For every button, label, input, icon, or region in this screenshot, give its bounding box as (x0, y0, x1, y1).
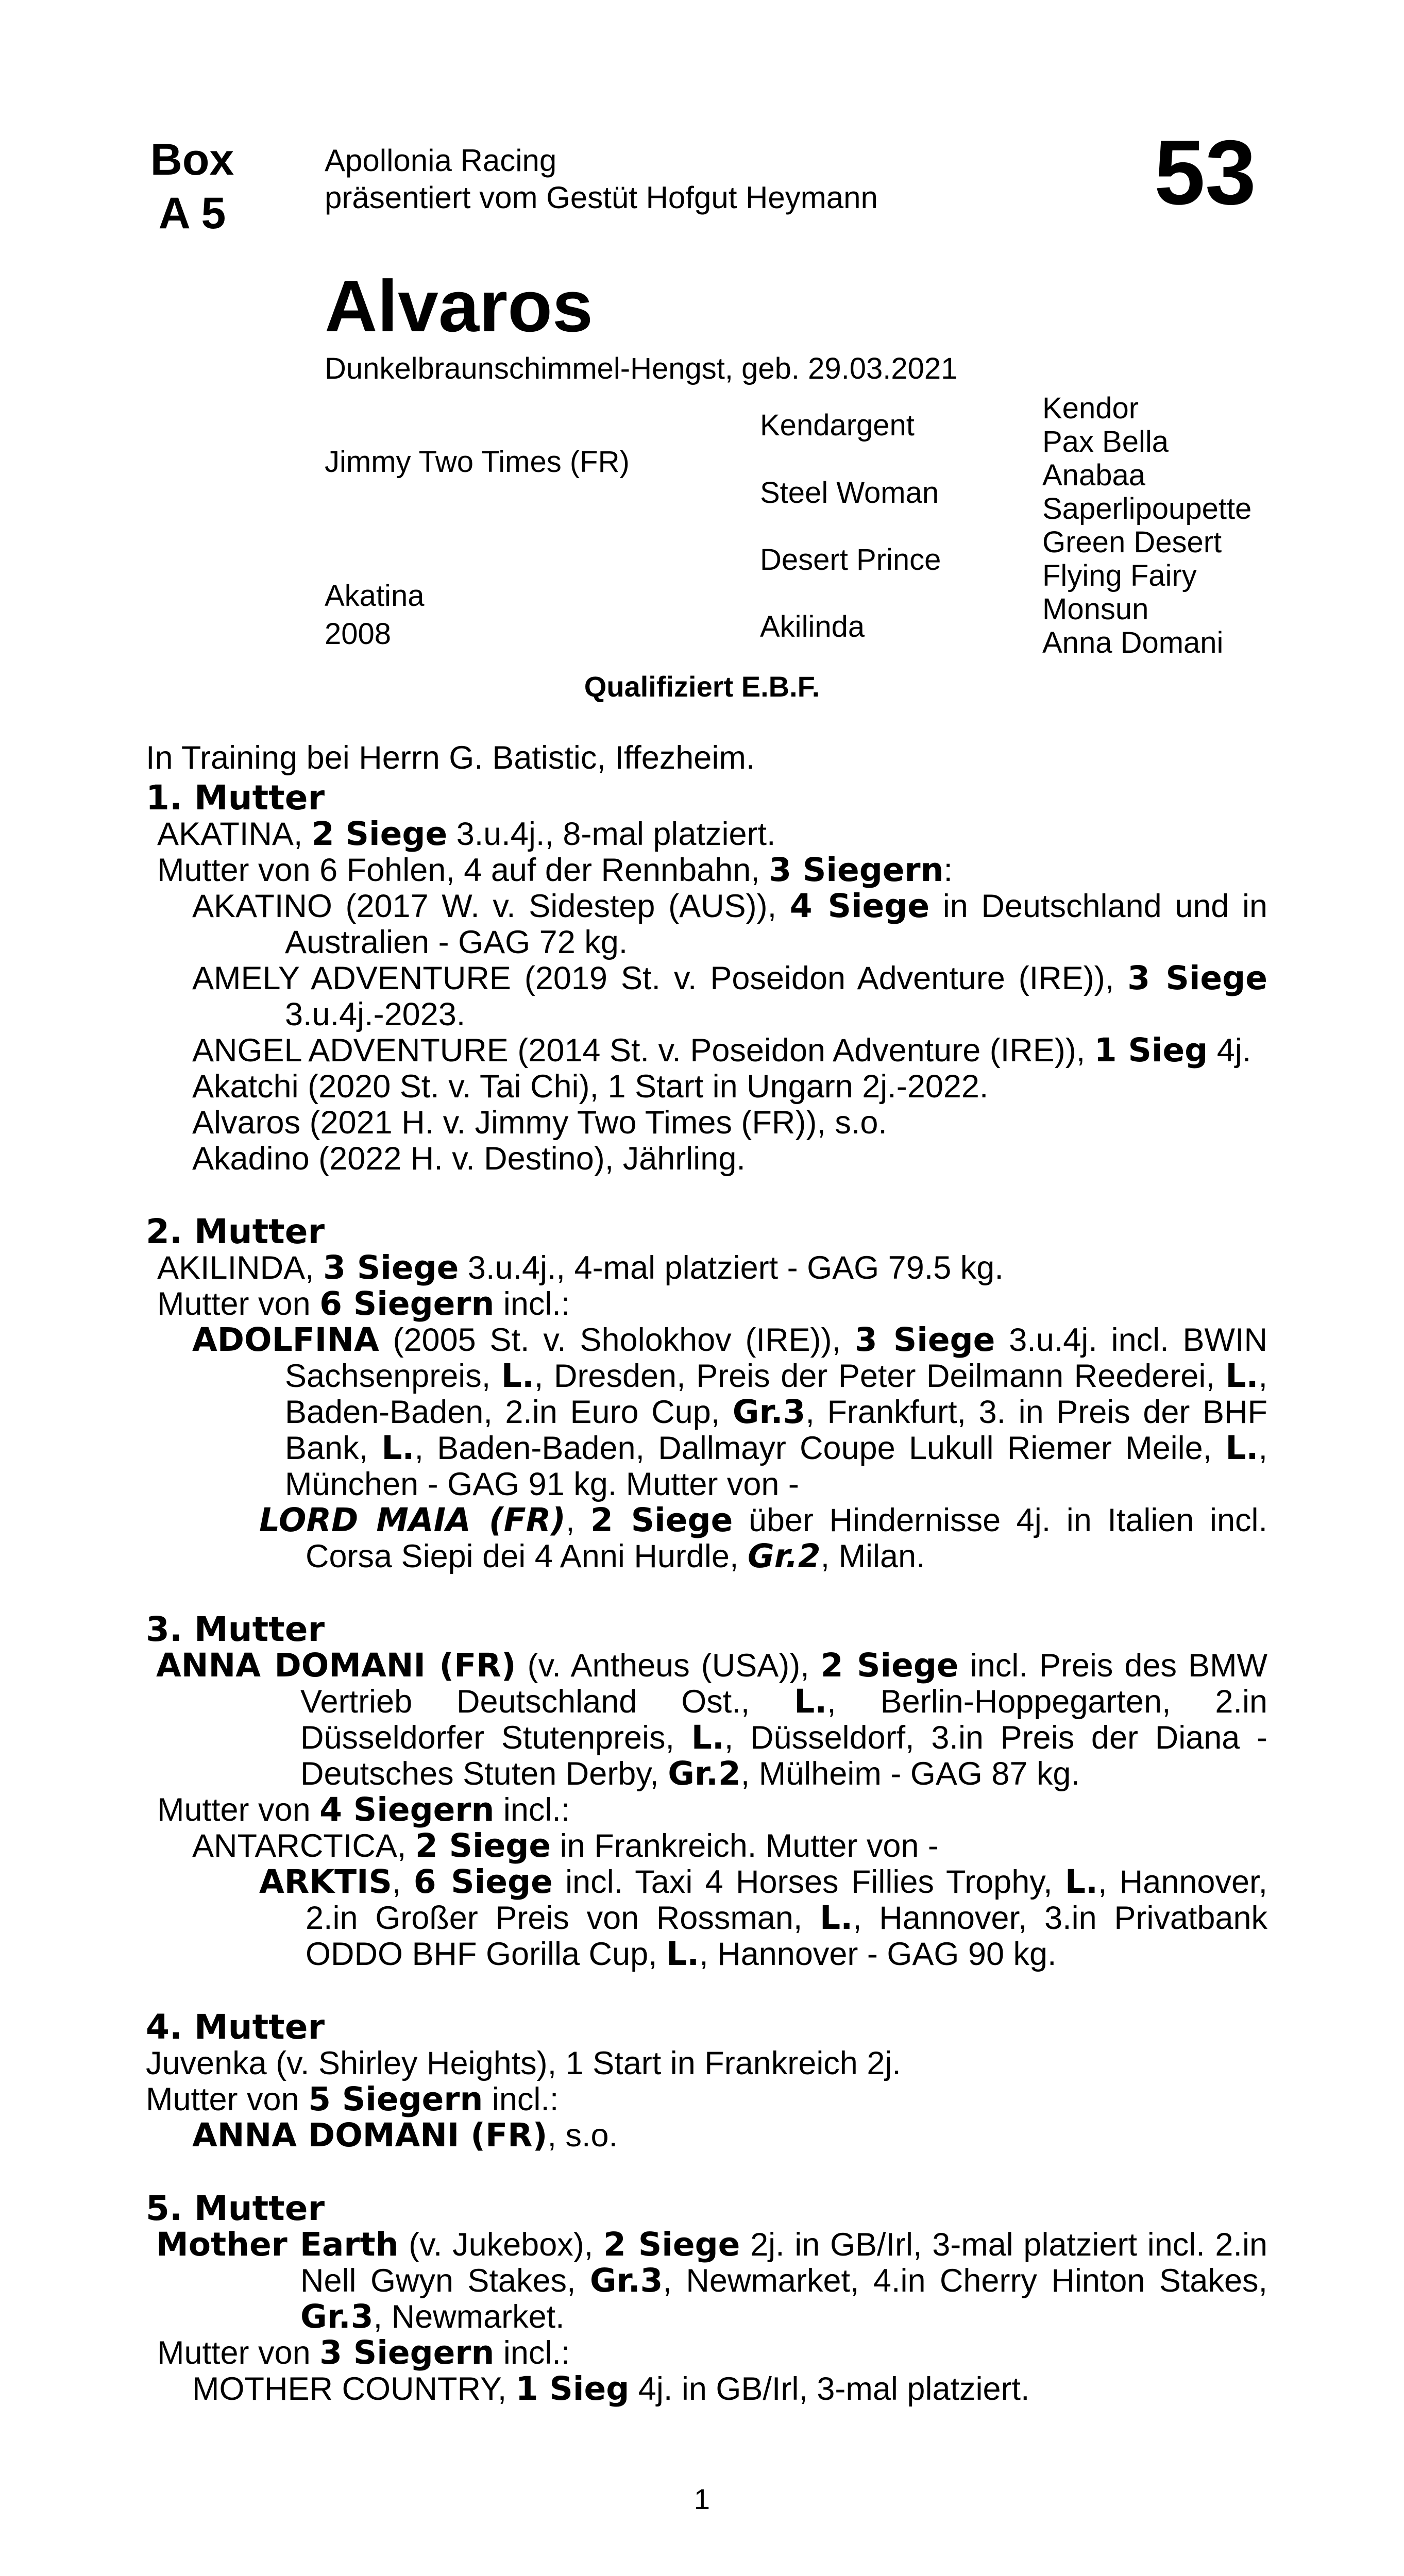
offspring-entry: AKATINO (2017 W. v. Sidestep (AUS)), 4 Siege in Deutschland und in Australien - GAG 72 kg. (192, 887, 1267, 960)
pedigree-grandparent: Akilinda (760, 610, 865, 643)
offspring-entry: Akadino (2022 H. v. Destino), Jährling. (192, 1141, 746, 1177)
section-heading: 1. Mutter (146, 778, 325, 818)
consignor-line2: präsentiert vom Gestüt Hofgut Heymann (325, 180, 878, 215)
pedigree-great-grandparent: Saperlipoupette (1042, 492, 1252, 526)
section-dam-3 (146, 1609, 1268, 1973)
horse-name: Alvaros (325, 265, 593, 347)
pedigree-dam-year: 2008 (325, 617, 392, 651)
consignor-line1: Apollonia Racing (325, 143, 557, 178)
section-dam-5 (146, 2191, 1267, 2407)
pedigree-great-grandparent: Anabaa (1042, 459, 1145, 492)
section-dam-2 (146, 1214, 1267, 1574)
offspring-entry: MOTHER COUNTRY, 1 Sieg 4j. in GB/Irl, 3-mal platziert. (192, 2370, 1030, 2408)
grand-offspring-entry: LORD MAIA (FR), 2 Siege über Hindernisse 4j. in Italien incl. Corsa Siepi dei 4 Anni Hurdle, Gr.2, Milan. (259, 1501, 1267, 1575)
section-heading: 4. Mutter (146, 2007, 325, 2047)
pedigree-grandparent: Steel Woman (760, 476, 939, 510)
lot-number: 53 (1154, 121, 1256, 224)
offspring-entry: Akatchi (2020 St. v. Tai Chi), 1 Start in Ungarn 2j.-2022. (192, 1069, 989, 1105)
pedigree-great-grandparent: Monsun (1042, 592, 1149, 626)
dam-entry: AKATINA, 2 Siege 3.u.4j., 8-mal platziert. (157, 815, 776, 853)
dam-entry: Juvenka (v. Shirley Heights), 1 Start in Frankreich 2j. (146, 2045, 901, 2081)
produce-summary: Mutter von 4 Siegern incl.: (157, 1791, 570, 1828)
produce-summary: Mutter von 6 Fohlen, 4 auf der Rennbahn, 3 Siegern: (157, 851, 953, 889)
training-note: In Training bei Herrn G. Batistic, Iffezheim. (146, 740, 755, 776)
produce-summary: Mutter von 5 Siegern incl.: (146, 2080, 559, 2118)
pedigree-grandparent: Desert Prince (760, 543, 941, 577)
section-heading: 3. Mutter (146, 1609, 325, 1649)
pedigree-great-grandparent: Pax Bella (1042, 425, 1169, 459)
produce-summary: Mutter von 6 Siegern incl.: (157, 1285, 570, 1323)
dam-entry: Mother Earth (v. Jukebox), 2 Siege 2j. in GB/Irl, 3-mal platziert incl. 2.in Nell Gwyn Stakes, Gr.3, Newmarket, 4.in Cherry Hinton Stakes, Gr.3, Newmarket. (156, 2226, 1267, 2335)
section-dam-4 (146, 2009, 1267, 2154)
grand-offspring-entry: ARKTIS, 6 Siege incl. Taxi 4 Horses Fillies Trophy, L., Hannover, 2.in Großer Preis von Rossman, L., Hannover, 3.in Privatbank ODDO BHF Gorilla Cup, L., Hannover - GAG 90 kg. (259, 1863, 1267, 1973)
pedigree-sire: Jimmy Two Times (FR) (325, 445, 630, 479)
section-dam-1 (146, 780, 1267, 1177)
offspring-entry: ADOLFINA (2005 St. v. Sholokhov (IRE)), 3 Siege 3.u.4j. incl. BWIN Sachsenpreis, L., Dresden, Preis der Peter Deilmann Reederei, L., Baden-Baden, 2.in Euro Cup, Gr.3, Frankfurt, 3. in Preis der BHF Bank, L., Baden-Baden, Dallmayr Coupe Lukull Riemer Meile, L., München - GAG 91 kg. Mutter von - (192, 1321, 1268, 1502)
offspring-entry: ANTARCTICA, 2 Siege in Frankreich. Mutter von - (192, 1827, 939, 1865)
section-heading: 5. Mutter (146, 2189, 325, 2228)
box-label-line2: A 5 (158, 189, 226, 238)
offspring-entry: ANGEL ADVENTURE (2014 St. v. Poseidon Adventure (IRE)), 1 Sieg 4j. (192, 1031, 1251, 1069)
produce-summary: Mutter von 3 Siegern incl.: (157, 2334, 570, 2371)
offspring-entry: ANNA DOMANI (FR), s.o. (192, 2116, 618, 2154)
pedigree-great-grandparent: Anna Domani (1042, 626, 1224, 659)
pedigree-great-grandparent: Flying Fairy (1042, 559, 1197, 592)
page-number: 1 (693, 2483, 711, 2515)
offspring-entry: Alvaros (2021 H. v. Jimmy Two Times (FR)), s.o. (192, 1105, 887, 1141)
qualification-note: Qualifiziert E.B.F. (584, 670, 820, 703)
pedigree-great-grandparent: Kendor (1042, 392, 1139, 425)
offspring-entry: AMELY ADVENTURE (2019 St. v. Poseidon Adventure (IRE)), 3 Siege 3.u.4j.-2023. (192, 959, 1267, 1032)
pedigree-grandparent: Kendargent (760, 409, 915, 442)
box-label (146, 133, 239, 240)
box-label-line1: Box (150, 135, 234, 184)
pedigree-details (146, 740, 1267, 2407)
pedigree-dam: Akatina (325, 579, 425, 613)
dam-entry: AKILINDA, 3 Siege 3.u.4j., 4-mal platziert - GAG 79.5 kg. (157, 1249, 1004, 1286)
pedigree-great-grandparent: Green Desert (1042, 526, 1222, 559)
horse-description: Dunkelbraunschimmel-Hengst, geb. 29.03.2021 (325, 352, 958, 385)
section-heading: 2. Mutter (146, 1212, 325, 1251)
dam-entry: ANNA DOMANI (FR) (v. Antheus (USA)), 2 Siege incl. Preis des BMW Vertrieb Deutschland Ost., L., Berlin-Hoppegarten, 2.in Düsseldorfer Stutenpreis, L., Düsseldorf, 3.in Preis der Diana - Deutsches Stuten Derby, Gr.2, Mülheim - GAG 87 kg. (156, 1647, 1268, 1792)
